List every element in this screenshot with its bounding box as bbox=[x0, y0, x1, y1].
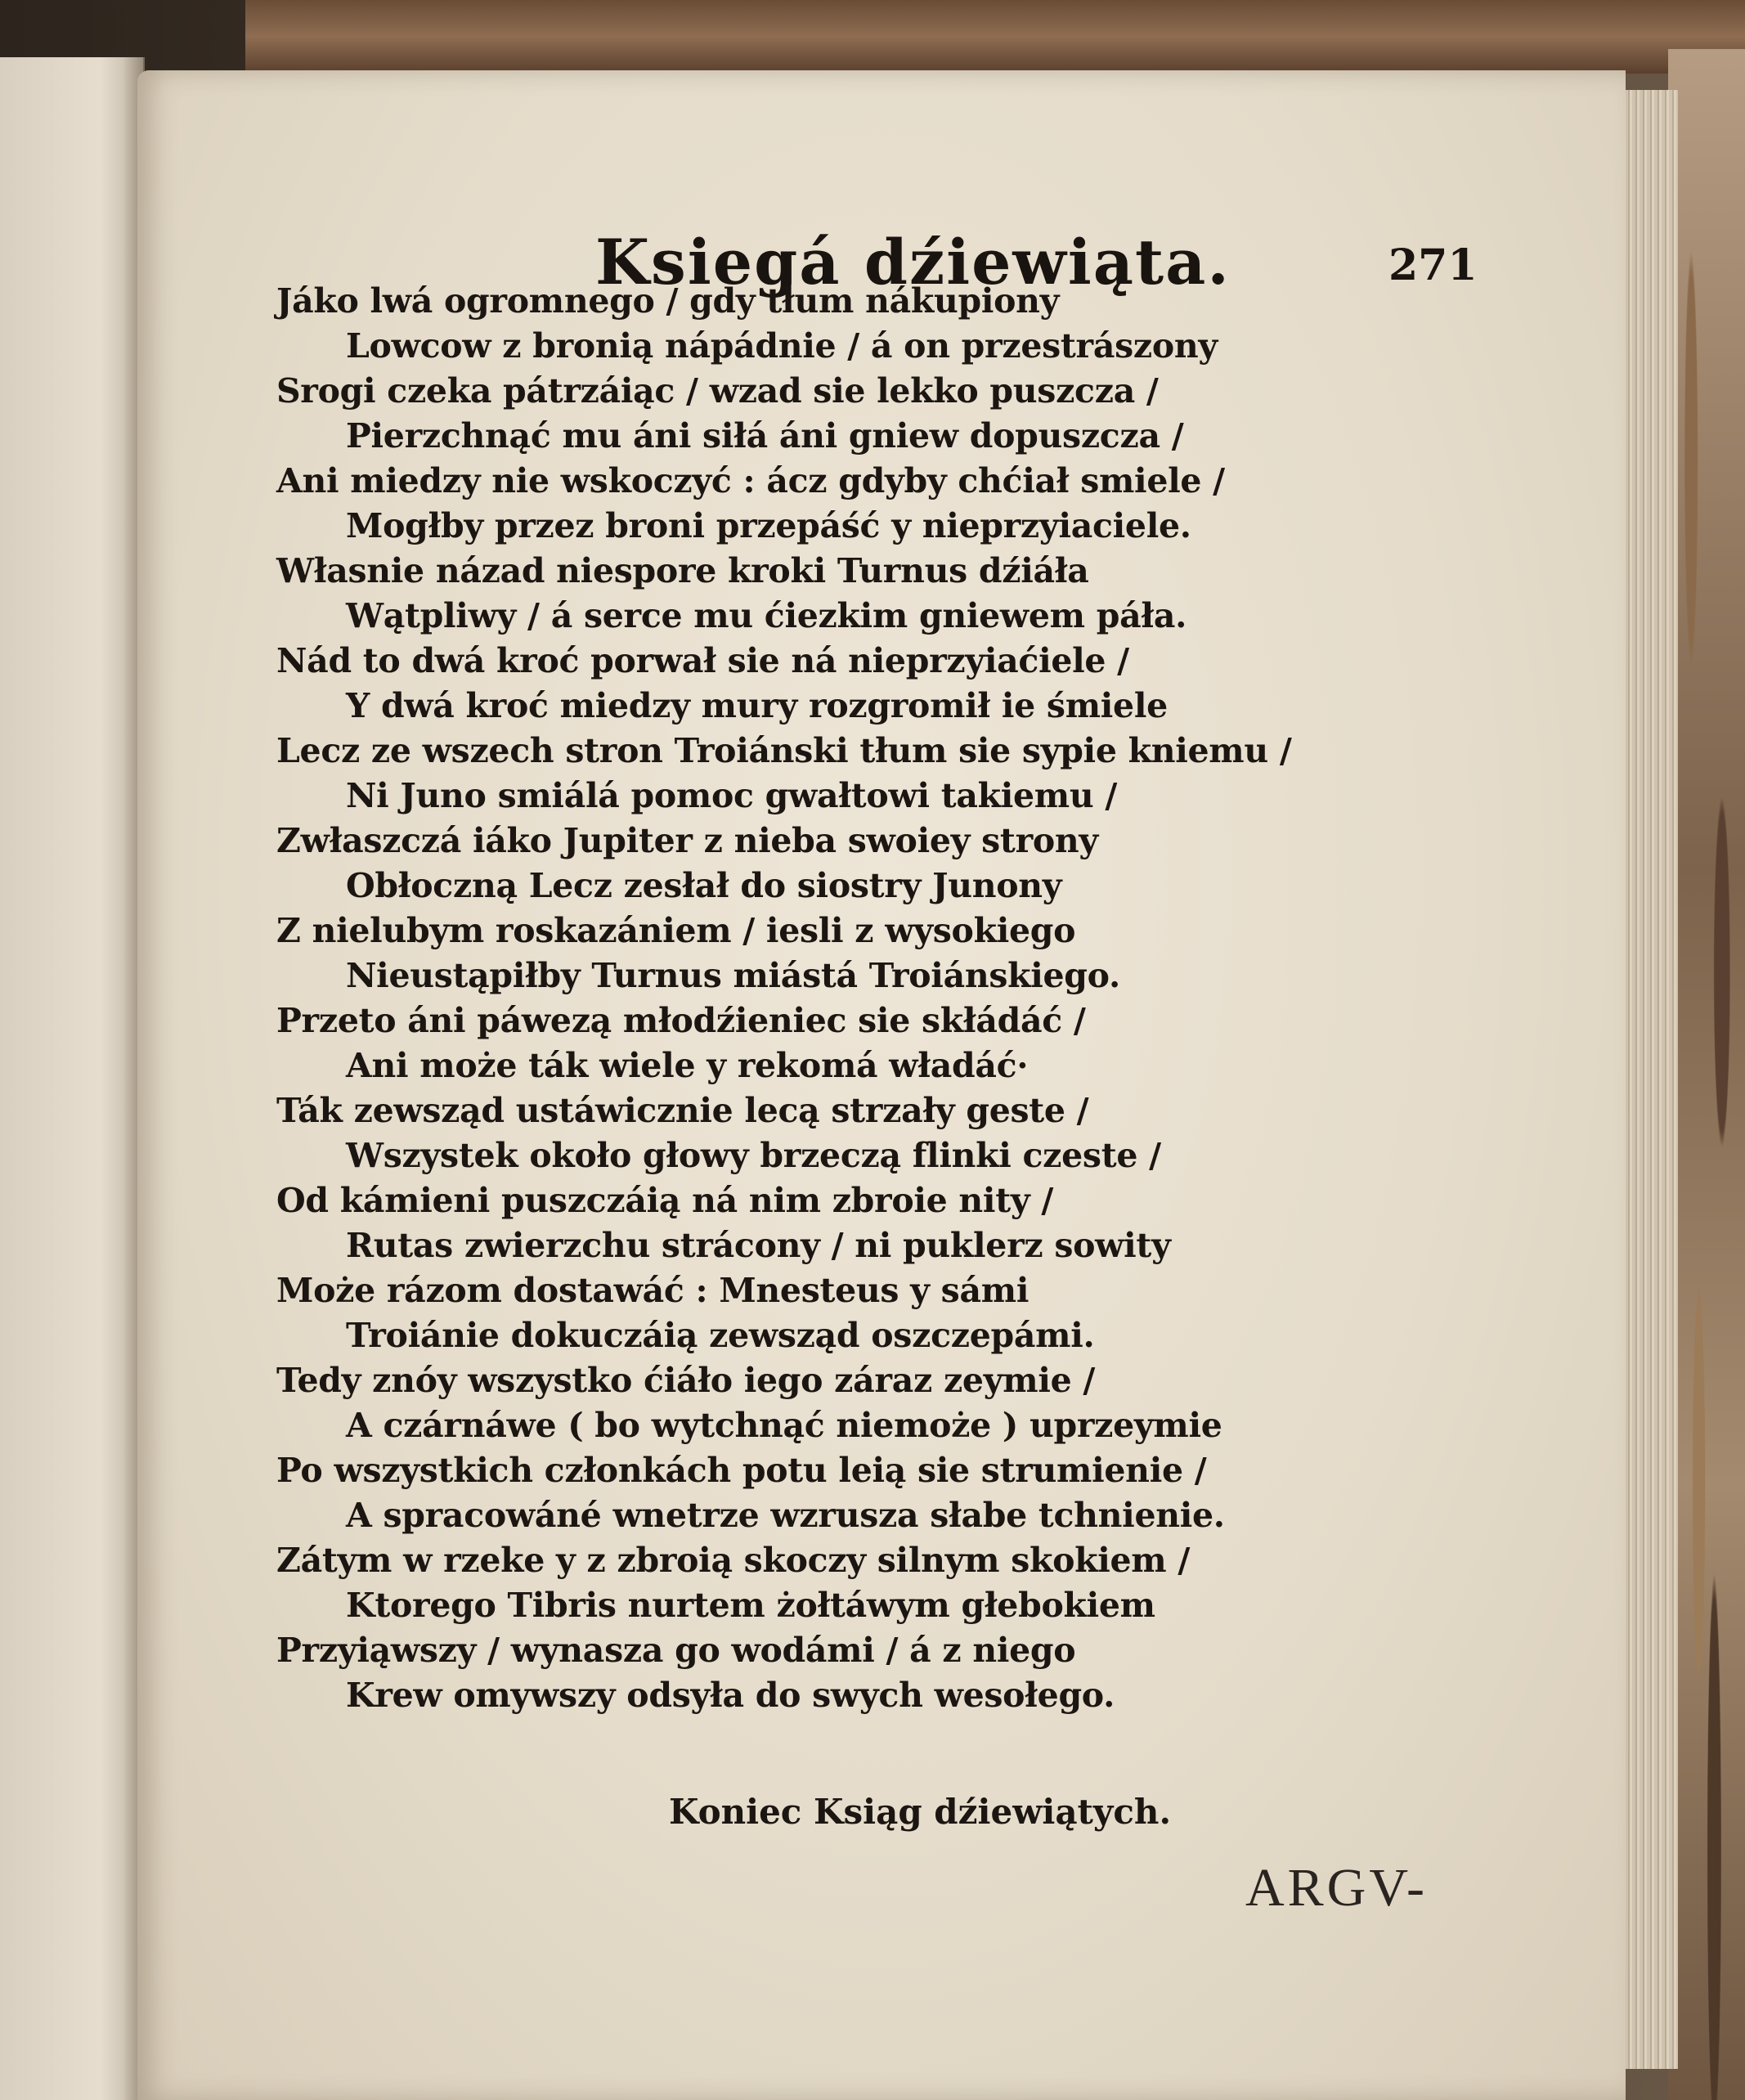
verse-line: Z nielubym roskazániem / iesli z wysokiego bbox=[276, 911, 1076, 950]
verse-line: Rutas zwierzchu strácony / ni puklerz sowity bbox=[346, 1226, 1171, 1265]
verse-line: A spracowáné wnetrze wzrusza słabe tchnienie. bbox=[346, 1496, 1225, 1535]
folio-number: 271 bbox=[1388, 240, 1478, 290]
verse-line: Lowcow z bronią nápádnie / á on przestrászony bbox=[346, 326, 1218, 366]
verse-line: Zátym w rzeke y z zbroią skoczy silnym skokiem / bbox=[276, 1541, 1191, 1580]
verse-line: Zwłaszczá iáko Jupiter z nieba swoiey strony bbox=[276, 821, 1098, 860]
verse-line: Krew omywszy odsyła do swych wesołego. bbox=[346, 1676, 1115, 1715]
verse-line: Ták zewsząd ustáwicznie lecą strzały geste / bbox=[276, 1091, 1089, 1130]
verse-line: Ani miedzy nie wskoczyć : ácz gdyby chćiał smiele / bbox=[276, 461, 1225, 500]
running-head: Ksiegá dźiewiąta. bbox=[595, 226, 1231, 298]
verse-line: Ktorego Tibris nurtem żołtáwym głebokiem bbox=[346, 1586, 1155, 1625]
verse-line: A czárnáwe ( bo wytchnąć niemoże ) uprzeymie bbox=[346, 1406, 1222, 1445]
verse-line: Mogłby przez broni przepáść y nieprzyiaciele. bbox=[346, 506, 1191, 545]
verse-line: Y dwá kroć miedzy mury rozgromił ie śmiele bbox=[346, 686, 1168, 725]
verse-line: Ni Juno smiálá pomoc gwałtowi takiemu / bbox=[346, 776, 1118, 815]
verse-line: Własnie názad niespore kroki Turnus dźiáła bbox=[276, 551, 1089, 590]
verse-line: Pierzchnąć mu áni siłá áni gniew dopuszcza / bbox=[346, 416, 1184, 455]
verse-line: Nád to dwá kroć porwał sie ná nieprzyiaćiele / bbox=[276, 641, 1129, 680]
verse-line: Przyiąwszy / wynasza go wodámi / á z niego bbox=[276, 1631, 1076, 1670]
catchword: ARGV- bbox=[1245, 1858, 1428, 1918]
book-end-explicit: Koniec Ksiąg dźiewiątych. bbox=[669, 1792, 1172, 1832]
verse-line: Tedy znóy wszystko ćiáło iego záraz zeymie / bbox=[276, 1361, 1096, 1400]
marbled-cover-edge bbox=[1668, 49, 1745, 2100]
verse-line: Jáko lwá ogromnego / gdy tłum nákupiony bbox=[276, 281, 1060, 321]
verse-line: Wszystek około głowy brzeczą flinki czeste / bbox=[346, 1136, 1161, 1175]
verse-line: Troiánie dokuczáią zewsząd oszczepámi. bbox=[346, 1316, 1095, 1355]
verse-line: Przeto áni páwezą młodźieniec sie skłádáć / bbox=[276, 1001, 1086, 1040]
verse-line: Obłoczną Lecz zesłał do siostry Junony bbox=[346, 866, 1062, 905]
verse-line: Po wszystkich członkách potu leią sie strumienie / bbox=[276, 1451, 1207, 1490]
verse-line: Może rázom dostawáć : Mnesteus y sámi bbox=[276, 1271, 1030, 1310]
verse-line: Ani może ták wiele y rekomá władáć· bbox=[346, 1046, 1029, 1085]
verse-line: Srogi czeka pátrzáiąc / wzad sie lekko puszcza / bbox=[276, 371, 1159, 411]
book-cover-top-edge bbox=[245, 0, 1745, 74]
verse-line: Od kámieni puszczáią ná nim zbroie nity / bbox=[276, 1181, 1054, 1220]
verse-line: Wątpliwy / á serce mu ćiezkim gniewem páła. bbox=[346, 596, 1187, 635]
recto-page bbox=[137, 70, 1626, 2100]
verse-line: Nieustąpiłby Turnus miástá Troiánskiego. bbox=[346, 956, 1120, 995]
verse-line: Lecz ze wszech stron Troiánski tłum sie sypie kniemu / bbox=[276, 731, 1292, 770]
